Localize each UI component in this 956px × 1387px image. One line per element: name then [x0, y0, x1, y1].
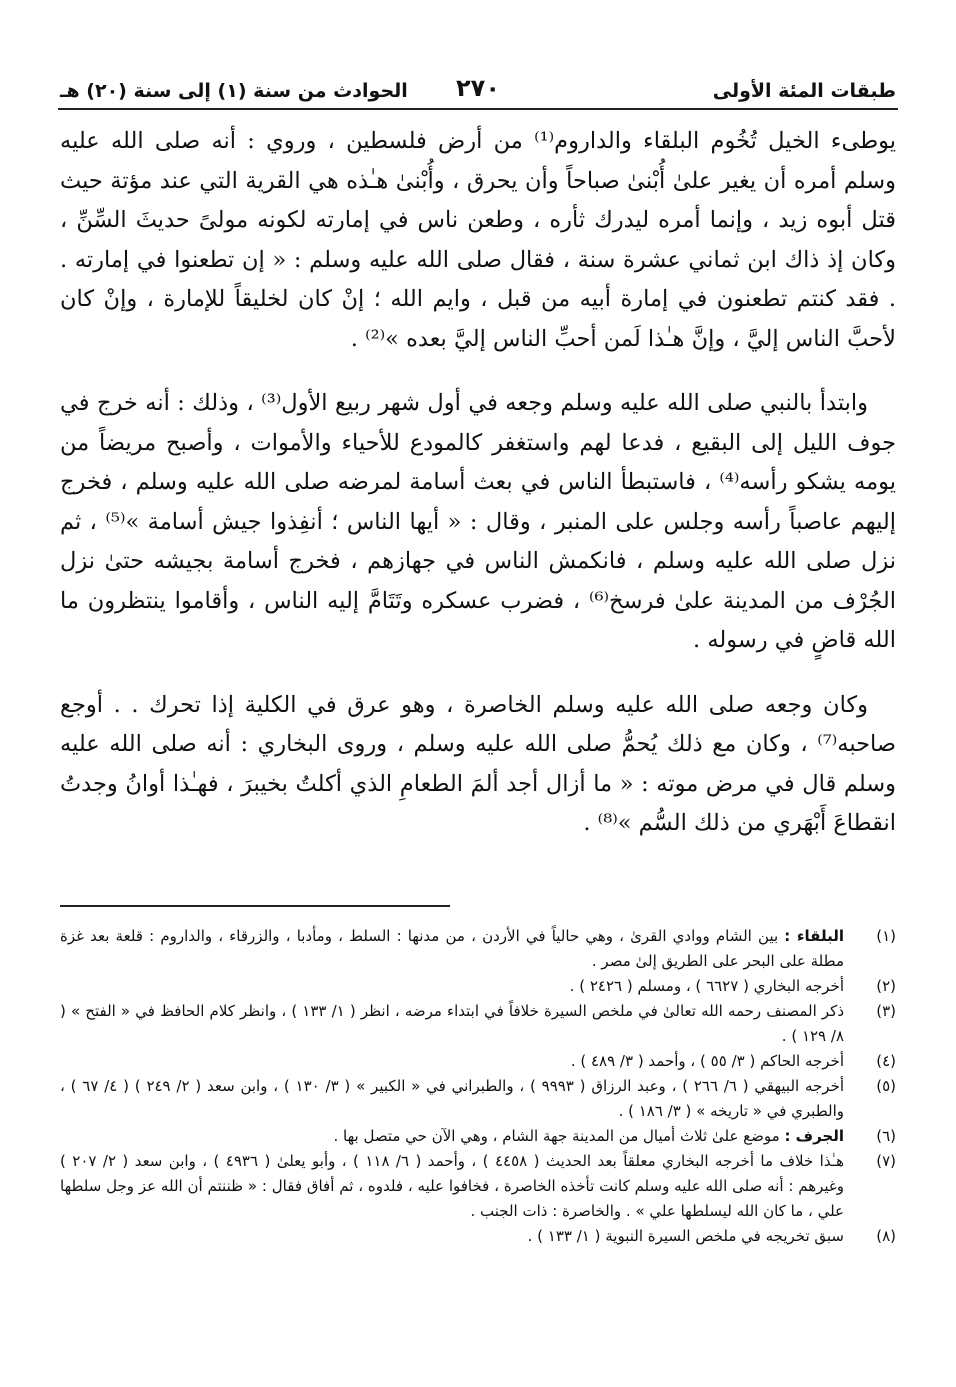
footnote-5	[60, 1074, 896, 1124]
footnote-6	[60, 1124, 896, 1149]
paragraph-1: يوطىء الخيل تُخُوم البلقاء والداروم⁽¹⁾ من أرض فلسطين ، وروي : أنه صلى الله عليه وسلم أمره أن يغير علىٰ أُبْنىٰ صباحاً وأن يحرق ، وأُبْنىٰ هـٰذه هي القرية التي عند مؤتة حيث قتل أبوه زيد ، وإنما أمره ليدرك ثأره ، وطعن ناس في إمارته لكونه مولىً حديثَ السِّنِّ ، وكان إذ ذاك ابن ثماني عشرة سنة ، فقال صلى الله عليه وسلم : « إن تطعنوا في إمارته . . فقد كنتم تطعنون في إمارة أبيه من قبل ، وايم الله ؛ إنْ كان لخليقاً للإمارة ، وإنْ كان لأحبَّ الناس إليَّ ، وإنَّ هـٰذا لَمن أحبِّ الناس إليَّ بعده »⁽²⁾ .	[60, 128, 896, 352]
section-title: الحوادث من سنة (١) إلى سنة (٢٠) هـ	[60, 80, 408, 102]
main-text	[60, 122, 896, 869]
footnote-text: أخرجه البخاري ( ٦٦٢٧ ) ، ومسلم ( ٢٤٢٦ ) .	[569, 977, 844, 995]
footnote-text: أخرجه البيهقي ( ٦/ ٢٦٦ ) ، وعبد الرزاق ( ٩٩٩٣ ) ، والطبراني في « الكبير » ( ٣/ ١٣٠ ) ، وابن سعد ( ٢/ ٢٤٩ ) ( ٤/ ٦٧ ) ، والطبري في « تاريخه » ( ٣/ ١٨٦ ) .	[60, 1077, 845, 1120]
footnote-number: (٨)	[876, 1227, 896, 1245]
footnotes	[60, 924, 896, 1249]
book-title: طبقات المئة الأولى	[712, 80, 896, 102]
running-header	[58, 74, 898, 110]
footnote-number: (٢)	[876, 977, 896, 995]
footnote-number: (٦)	[876, 1127, 896, 1145]
page-number: ٢٧٠	[456, 74, 500, 102]
paragraph-3: وكان وجعه صلى الله عليه وسلم الخاصرة ، وهو عرق في الكلية إذا تحرك . . أوجع صاحبه⁽⁷⁾ ، وكان مع ذلك يُحمُّ صلى الله عليه وسلم ، وروى البخاري : أنه صلى الله عليه وسلم قال في مرض موته : « ما أزال أجد ألمَ الطعامِ الذي أكلتُ بخيبرَ ، فهـٰذا أوانُ وجدتُ انقطاعَ أَبْهَري من ذلك السُّم »⁽⁸⁾ .	[60, 691, 896, 836]
footnote-term: البلقاء :	[784, 927, 844, 945]
footnote-number: (٥)	[876, 1077, 896, 1095]
footnote-number: (٣)	[876, 1002, 896, 1020]
footnote-text: ذكر المصنف رحمه الله تعالىٰ في ملخص السيرة خلافاً في ابتداء مرضه ، انظر ( ١/ ١٣٣ ) ، وانظر كلام الحافظ في « الفتح » ( ٨/ ١٢٩ ) .	[60, 1002, 844, 1045]
footnote-4	[60, 1049, 896, 1074]
paragraph-2: وابتدأ بالنبي صلى الله عليه وسلم وجعه في أول شهر ربيع الأول⁽³⁾ ، وذلك : أنه خرج في جوف الليل إلى البقيع ، فدعا لهم واستغفر كالمودع للأحياء والأموات ، وأصبح مريضاً من يومه يشكو رأسه⁽⁴⁾ ، فاستبطأ الناس في بعث أسامة لمرضه صلى الله عليه وسلم ، فخرج إليهم عاصباً رأسه وجلس على المنبر ، وقال : « أيها الناس ؛ أنفِذوا جيش أسامة »⁽⁵⁾ ، ثم نزل صلى الله عليه وسلم ، فانكمش الناس في جهازهم ، فخرج أسامة بجيشه حتىٰ نزل الجُرْف من المدينة علىٰ فرسخ⁽⁶⁾ ، فضرب عسكره وتَتَامَّ إليه الناس ، وأقاموا ينتظرون ما الله قاضٍ في رسوله .	[60, 390, 897, 653]
footnote-3	[60, 999, 896, 1049]
footnote-number: (٤)	[876, 1052, 896, 1070]
footnote-text: هـٰذا خلاف ما أخرجه البخاري معلقاً بعد الحديث ( ٤٤٥٨ ) ، وأحمد ( ٦/ ١١٨ ) ، وأبو يعلىٰ ( ٤٩٣٦ ) ، وابن سعد ( ٢/ ٢٠٧ ) وغيرهم : أنه صلى الله عليه وسلم كانت تأخذه الخاصرة ، فخافوا عليه ، فلدوه ، ثم أفاق فقال : « ظننتم أن الله عز وجل سلطها علي ، ما كان الله ليسلطها علي » . والخاصرة : ذات الجنب .	[60, 1152, 844, 1220]
footnote-number: (١)	[876, 927, 896, 945]
footnote-text: أخرجه الحاكم ( ٣/ ٥٥ ) ، وأحمد ( ٣/ ٤٨٩ ) .	[570, 1052, 844, 1070]
footnote-7	[60, 1149, 896, 1224]
footnote-divider	[60, 905, 450, 907]
footnote-text: سبق تخريجه في ملخص السيرة النبوية ( ١/ ١٣٣ ) .	[527, 1227, 844, 1245]
footnote-1	[60, 924, 896, 974]
footnote-2	[60, 974, 896, 999]
footnote-text: بين الشام ووادي القرىٰ ، وهي حالياً في الأردن ، من مدنها : السلط ، ومأدبا ، والزرقاء ، والداروم : قلعة بعد غزة مطلة على البحر على الطريق إلىٰ مصر .	[60, 927, 844, 970]
footnote-number: (٧)	[876, 1152, 896, 1170]
footnote-text: موضع علىٰ ثلاث أميال من المدينة جهة الشام ، وهي الآن حي متصل بها .	[333, 1127, 785, 1145]
footnote-term: الجرف :	[784, 1127, 844, 1145]
footnote-8	[60, 1224, 896, 1249]
